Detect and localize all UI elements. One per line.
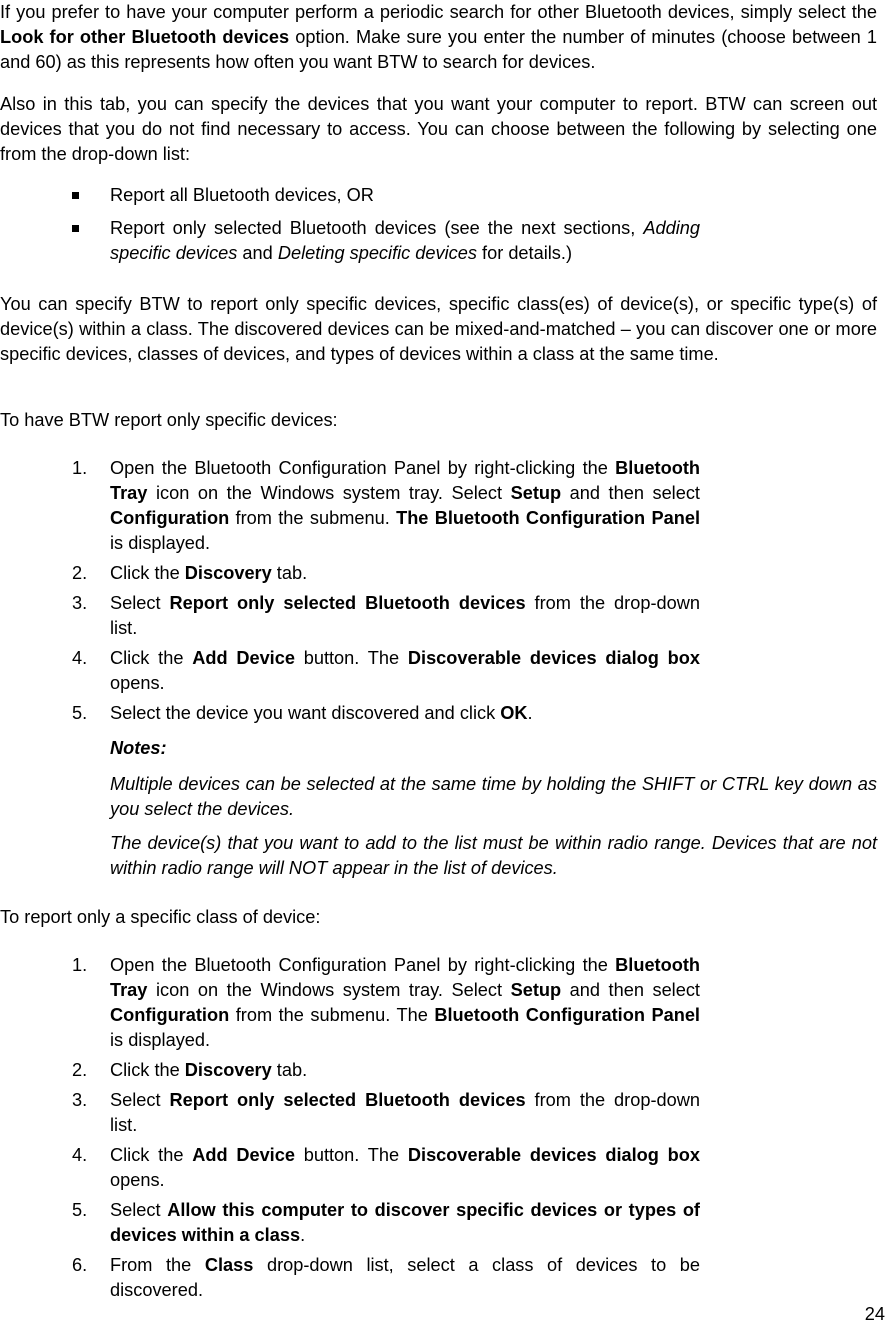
ui-term: Allow this computer to discover specific devices or types of devices within a class [110,1200,700,1245]
steps-specific-devices [0,456,700,726]
ui-term: Bluetooth Configuration Panel [434,1005,700,1025]
notes-title: Notes: [110,738,167,758]
text: Open the Bluetooth Configuration Panel by right-clicking the [110,458,616,478]
text: is displayed. [110,1030,211,1050]
text: Click the [110,1145,193,1165]
text: Select [110,593,170,613]
text: Report only selected Bluetooth devices (see the next sections, [110,218,644,238]
ui-term: Bluetooth Tray [110,955,700,1000]
note-multiple-devices: Multiple devices can be selected at the same time by holding the SHIFT or CTRL key down as you select the devices. [110,774,877,819]
section-ref: Deleting specific devices [277,243,477,263]
step-number: 3. [72,1090,88,1110]
list-item [0,953,700,1053]
text: and then select [561,483,700,503]
steps-specific-class [0,953,700,1303]
text: from the drop-down list. [110,593,700,638]
text: button. The [294,1145,408,1165]
text: Click the [110,1060,185,1080]
ui-term: OK [500,703,528,723]
list-item [0,456,700,556]
ui-term: The Bluetooth Configuration Panel [396,508,700,528]
note-radio-range: The device(s) that you want to add to the list must be within radio range. Devices that are not within radio range will NOT appear in the list of devices. [110,833,877,878]
text: Select [110,1200,168,1220]
text: and then select [561,980,700,1000]
notes-heading [110,736,877,761]
step-number: 4. [72,648,88,668]
ui-term: Configuration [110,1005,230,1025]
option-name: Look for other Bluetooth devices [0,27,290,47]
text: from the submenu. [229,508,397,528]
bullet-icon [72,192,79,199]
paragraph-specific-devices-intro: To have BTW report only specific devices: [0,410,338,430]
bullet-list [0,183,700,266]
list-item [0,646,700,696]
ui-term: Discoverable devices dialog box [407,1145,700,1165]
step-number: 1. [72,955,88,975]
text: Report all Bluetooth devices, OR [110,185,374,205]
list-item [0,1058,700,1083]
text: tab. [271,563,308,583]
list-item [0,1198,700,1248]
text: If you prefer to have your computer perform a periodic search for other Bluetooth devices, simply select the [0,2,877,22]
text: from the submenu. The [229,1005,435,1025]
text: Click the [110,648,193,668]
text: icon on the Windows system tray. Select [147,980,511,1000]
list-item [0,561,700,586]
text: Click the [110,563,185,583]
text: From the [110,1255,205,1275]
paragraph-report-devices: Also in this tab, you can specify the devices that you want your computer to report. BTW can screen out devices that you do not find necessary to access. You can choose between the following by selecting one from the drop-down list: [0,94,877,164]
step-number: 6. [72,1255,88,1275]
text: and [237,243,278,263]
text: button. The [294,648,408,668]
paragraph-periodic-search [0,0,877,75]
step-number: 4. [72,1145,88,1165]
step-number: 5. [72,1200,88,1220]
text: for details.) [476,243,572,263]
ui-term: Discovery [184,1060,272,1080]
step-number: 5. [72,703,88,723]
list-item [0,1143,700,1193]
step-number: 2. [72,563,88,583]
text: option. Make sure you enter the number of minutes (choose between 1 and 60) as this represents how often you want BTW to search for devices. [0,27,877,72]
ui-term: Report only selected Bluetooth devices [169,1090,526,1110]
ui-term: Configuration [110,508,230,528]
text: Open the Bluetooth Configuration Panel by right-clicking the [110,955,616,975]
list-item [0,1253,700,1303]
list-item [0,591,700,641]
paragraph-specify-btw: You can specify BTW to report only specific devices, specific class(es) of device(s), or specific type(s) of device(s) within a class. The discovered devices can be mixed-and-matched – you can discover one or more specific devices, classes of devices, and types of devices within a class at the same time. [0,294,877,364]
list-item [0,701,700,726]
text: from the drop-down list. [110,1090,700,1135]
list-item [0,216,700,266]
page-number: 24 [864,1304,885,1324]
step-number: 1. [72,458,88,478]
list-item [0,1088,700,1138]
text: . [527,703,533,723]
text: . [300,1225,306,1245]
step-number: 3. [72,593,88,613]
text: icon on the Windows system tray. Select [147,483,511,503]
ui-term: Add Device [192,1145,295,1165]
step-number: 2. [72,1060,88,1080]
text: is displayed. [110,533,211,553]
text: drop-down list, select a class of devices to be discovered. [110,1255,700,1300]
ui-term: Class [204,1255,254,1275]
ui-term: Setup [510,483,562,503]
ui-term: Add Device [192,648,295,668]
text: Select the device you want discovered and click [110,703,501,723]
ui-term: Setup [510,980,562,1000]
text: opens. [110,1170,165,1190]
ui-term: Report only selected Bluetooth devices [169,593,526,613]
ui-term: Discovery [184,563,272,583]
section-ref: Adding specific devices [110,218,700,263]
paragraph-specific-class-intro: To report only a specific class of device: [0,907,321,927]
text: Select [110,1090,170,1110]
text: tab. [271,1060,308,1080]
text: opens. [110,673,165,693]
bullet-icon [72,225,79,232]
ui-term: Bluetooth Tray [110,458,700,503]
ui-term: Discoverable devices dialog box [407,648,700,668]
list-item [0,183,700,208]
